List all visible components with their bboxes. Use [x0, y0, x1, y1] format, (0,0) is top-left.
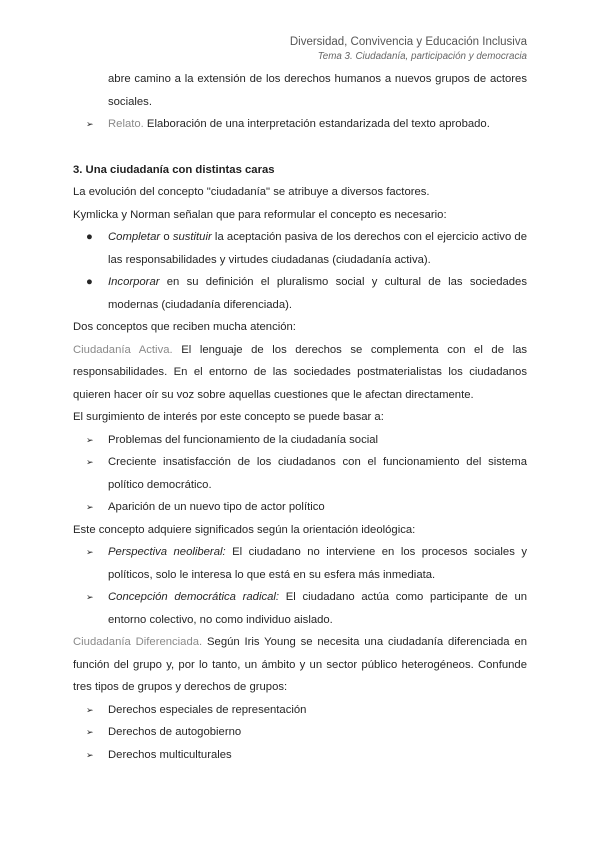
list-item-relato: [73, 113, 527, 136]
header-title: Diversidad, Convivencia y Educación Inclusiva: [289, 36, 527, 48]
intro-line-2: Kymlicka y Norman señalan que para reformular el concepto es necesario:: [73, 208, 447, 221]
arrow-bullet-icon: ➢: [86, 727, 94, 737]
continuation-paragraph: [73, 68, 527, 113]
bullet-icon: ●: [86, 276, 93, 288]
list-item: ● Incorporar en su definición el pluralismo social y cultural de las sociedades modernas (ciudadanía diferenciada).: [73, 271, 527, 316]
section-heading: 3. Una ciudadanía con distintas caras: [73, 163, 275, 176]
list-item: ● Completar o sustituir la aceptación pasiva de los derechos con el ejercicio activo de las responsabilidades y virtudes ciudadanas (ciudadanía activa).: [73, 226, 527, 271]
list-item: ➢ Derechos de autogobierno: [73, 721, 527, 744]
relato-text: Elaboración de una interpretación estandarizada del texto aprobado.: [143, 118, 490, 130]
list-item: ➢ Concepción democrática radical: El ciudadano actúa como participante de un entorno colectivo, no como individuo aislado.: [73, 586, 527, 631]
header-subtitle: Tema 3. Ciudadanía, participación y democracia: [317, 51, 527, 62]
activa-term: Ciudadanía Activa.: [73, 343, 173, 356]
list-item: ➢ Derechos multiculturales: [73, 744, 527, 767]
list-item: ➢ Creciente insatisfacción de los ciudadanos con el funcionamiento del sistema político democrático.: [73, 451, 527, 496]
ciudadania-activa-paragraph: Ciudadanía Activa. El lenguaje de los derechos se complementa con el de las responsabilidades. En el entorno de las sociedades postmaterialistas los ciudadanos quieren hacer oír su voz sobre aquellas cuestiones que le afectan directamente.: [73, 343, 528, 401]
arrow-bullet-icon: ➢: [86, 749, 94, 760]
arrow-bullet-icon: ➢: [86, 704, 94, 715]
surgimiento: El surgimiento de interés por este concepto se puede basar a:: [73, 411, 384, 423]
arrow-bullet-icon: ➢: [86, 434, 94, 445]
list-item: ➢ Derechos especiales de representación: [73, 699, 527, 722]
bullet-icon: ●: [86, 231, 93, 243]
ciudadania-diferenciada-paragraph: Ciudadanía Diferenciada. Según Iris Young se necesita una ciudadanía diferenciada en función del grupo y, por lo tanto, un ámbito y un sector público heterogéneos. Confunde tres tipos de grupos y derechos de grupos:: [73, 636, 527, 693]
adquiere: Este concepto adquiere significados según la orientación ideológica:: [73, 523, 416, 536]
arrow-bullet-icon: ➢: [86, 547, 94, 557]
list-item: ➢ Problemas del funcionamiento de la ciudadanía social: [73, 429, 527, 452]
arrow-bullet-icon: ➢: [86, 119, 94, 129]
diferenciada-term: Ciudadanía Diferenciada.: [73, 636, 203, 648]
arrow-bullet-icon: ➢: [86, 592, 94, 602]
page-header: [290, 34, 527, 64]
document-body: [73, 68, 527, 766]
dos-conceptos: Dos conceptos que reciben mucha atención:: [73, 321, 296, 333]
intro-line-1: La evolución del concepto "ciudadanía" se atribuye a diversos factores.: [73, 186, 430, 198]
continuation-line-2: sociales.: [108, 95, 152, 108]
relato-term: Relato.: [108, 118, 144, 130]
list-item: ➢ Aparición de un nuevo tipo de actor político: [73, 496, 527, 519]
continuation-line-1: abre camino a la extensión de los derechos humanos a nuevos grupos de actores: [108, 73, 527, 85]
arrow-bullet-icon: ➢: [86, 502, 94, 512]
list-item: ➢ Perspectiva neoliberal: El ciudadano no interviene en los procesos sociales y políticos, solo le interesa lo que está en su esfera más inmediata.: [73, 541, 527, 586]
arrow-bullet-icon: ➢: [86, 457, 94, 467]
